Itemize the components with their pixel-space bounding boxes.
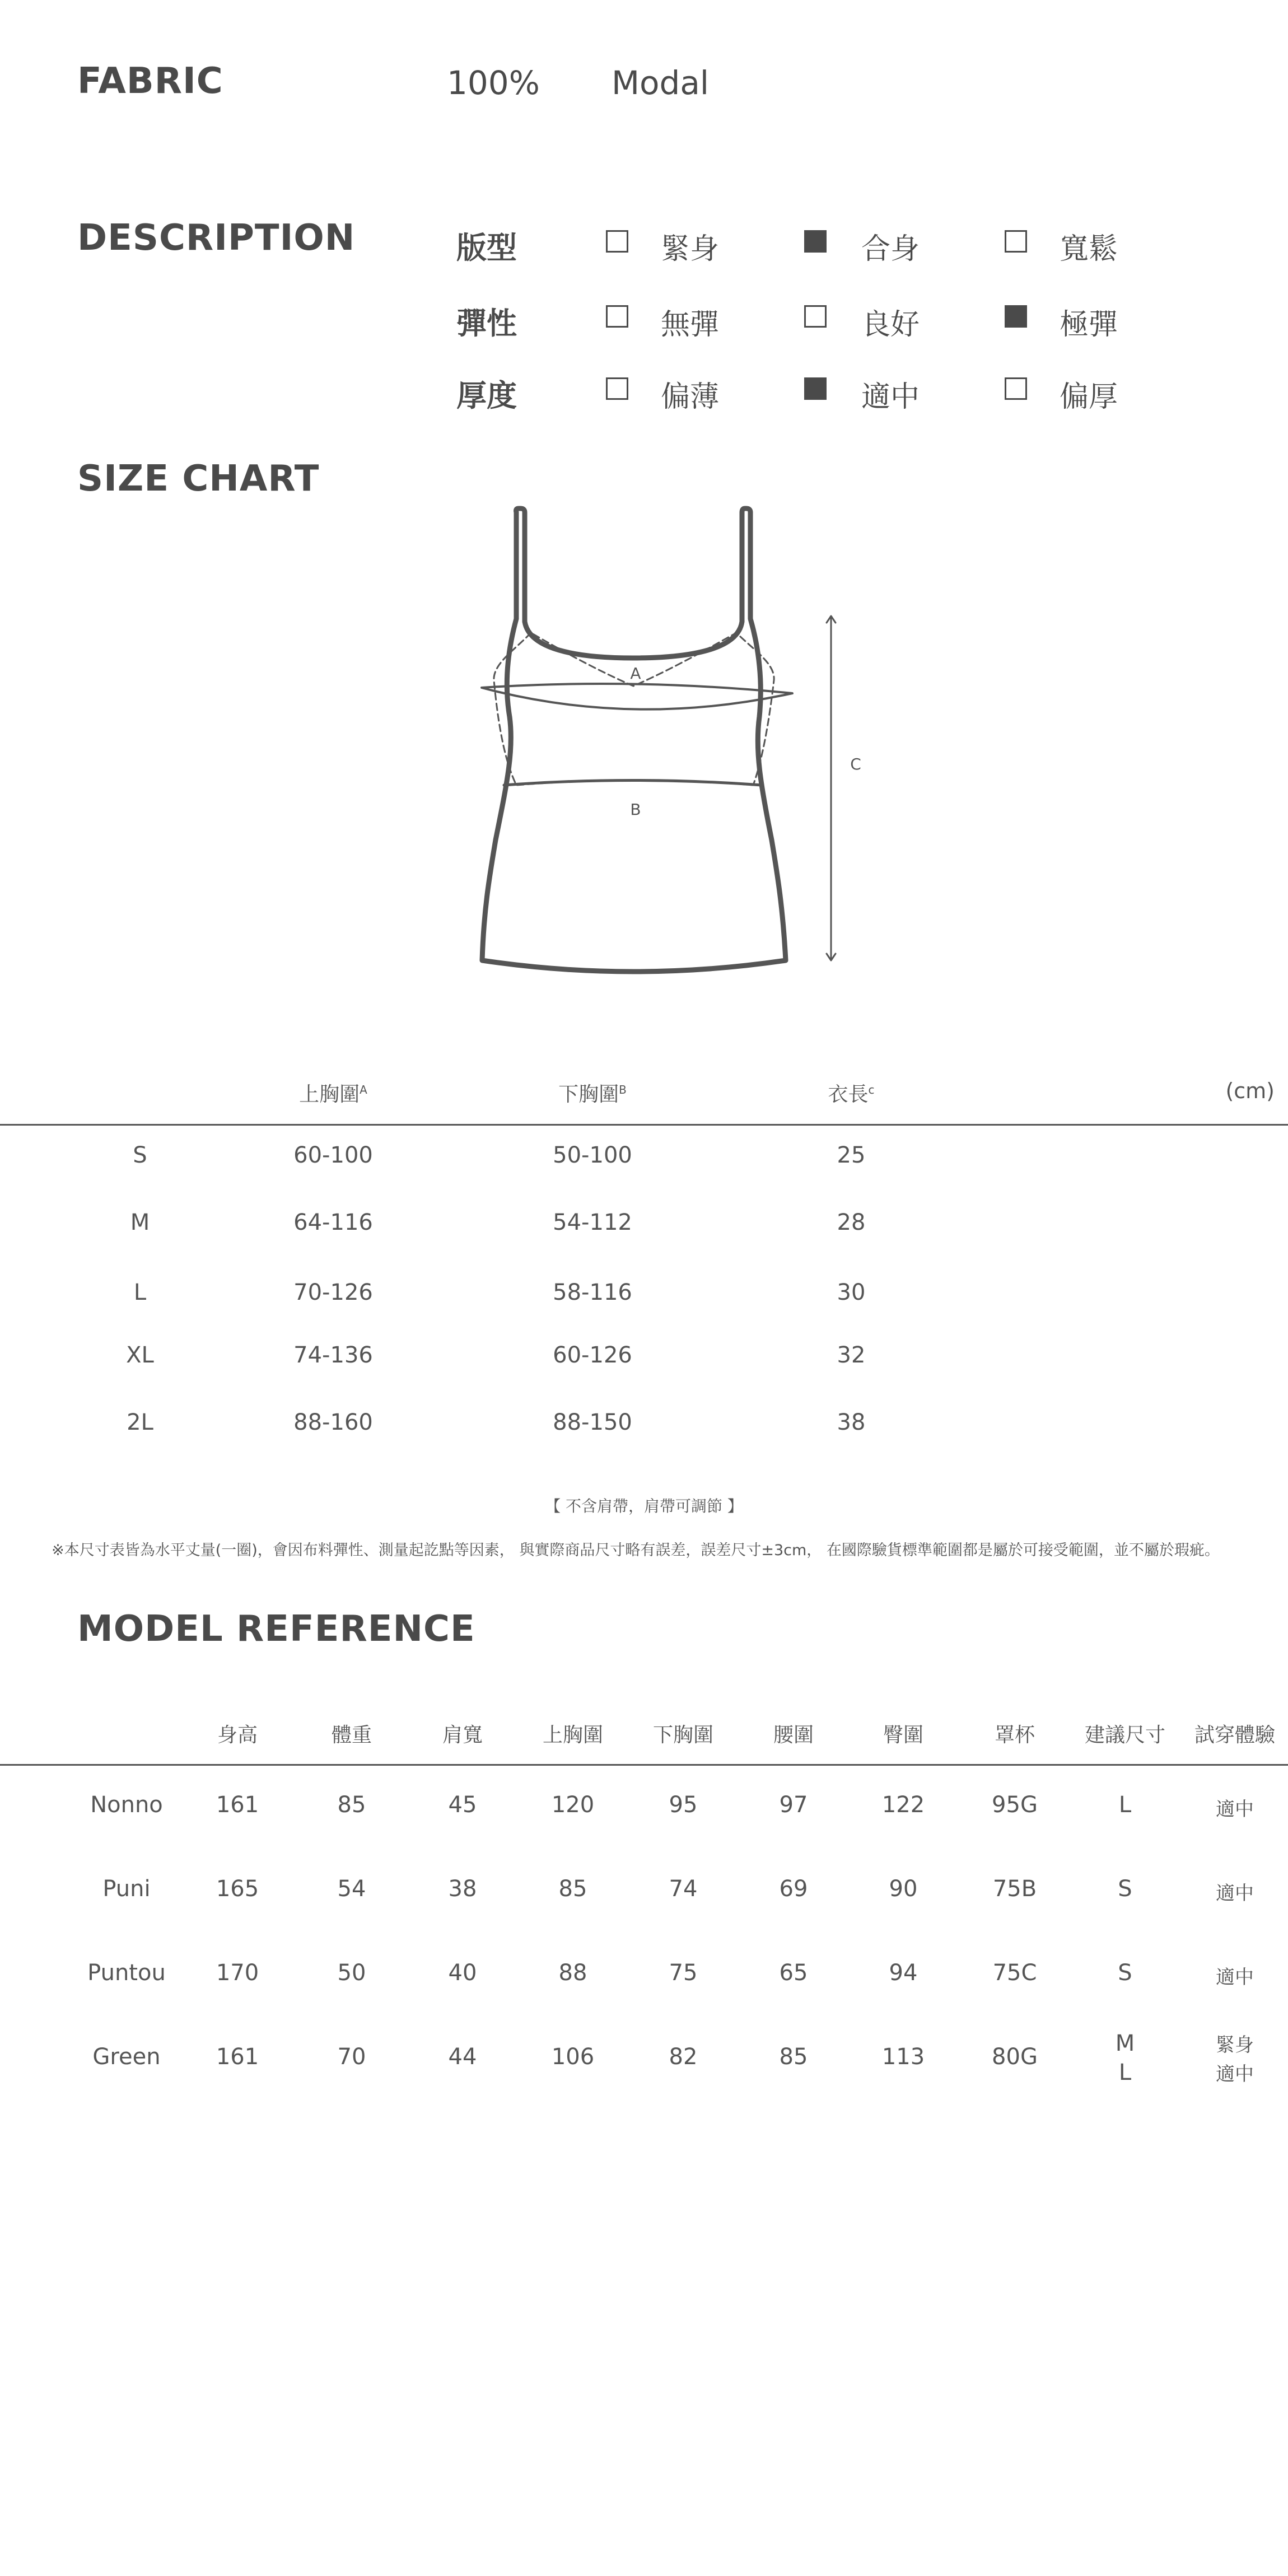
suggested-size-cell: S	[1118, 1960, 1132, 1986]
description-title: DESCRIPTION	[77, 217, 356, 259]
model-name: Puni	[102, 1876, 151, 1902]
suggested-size-cell: S	[1118, 1876, 1132, 1902]
size-cell: S	[133, 1142, 147, 1168]
diagram-label-a: A	[630, 664, 641, 683]
suggested-size-cell: L	[1118, 1792, 1132, 1818]
height-cell: 161	[216, 1792, 259, 1818]
shoulder-cell: 44	[448, 2044, 477, 2070]
underbust-cell: 58-116	[553, 1280, 632, 1305]
header-length: 衣長$^c$	[828, 1083, 875, 1106]
camisole-diagram	[0, 0, 1288, 1008]
header-hip: 臀圍	[883, 1724, 924, 1747]
shoulder-cell: 45	[448, 1792, 477, 1818]
bust-cell: 70-126	[293, 1280, 373, 1305]
length-cell: 30	[837, 1280, 866, 1305]
weight-cell: 50	[337, 1960, 366, 1986]
header-waist: 腰圍	[773, 1724, 814, 1747]
header-shoulder: 肩寬	[442, 1724, 483, 1747]
fabric-percent: 100%	[447, 64, 540, 102]
length-cell: 38	[837, 1410, 866, 1435]
header-bust: 上胸圍	[542, 1724, 604, 1747]
bust-cell: 85	[558, 1876, 587, 1902]
diagram-label-b: B	[630, 800, 641, 819]
fit-line: 緊身	[1216, 2034, 1254, 2056]
weight-cell: 85	[337, 1792, 366, 1818]
bust-cell: 120	[551, 1792, 595, 1818]
option-label: 無彈	[661, 308, 720, 342]
header-underbust: 下胸圍	[652, 1724, 714, 1747]
waist-cell: 85	[779, 2044, 808, 2070]
shoulder-cell: 38	[448, 1876, 477, 1902]
size-cell: L	[133, 1280, 147, 1305]
waist-cell: 97	[779, 1792, 808, 1818]
underbust-cell: 60-126	[553, 1342, 632, 1368]
bust-cell: 88-160	[293, 1410, 373, 1435]
strap-note: 【 不含肩帶，肩帶可調節 】	[545, 1497, 743, 1515]
hip-cell: 122	[881, 1792, 925, 1818]
size-chart-title: SIZE CHART	[77, 458, 320, 500]
disclaimer-note: ※本尺寸表皆為水平丈量(一圈)，會因布料彈性、測量起訖點等因素， 與實際商品尺寸略有誤差，誤差尺寸±3cm， 在國際驗貨標準範圍都是屬於可接受範圍，並不屬於瑕疵。	[52, 1542, 1220, 1559]
underbust-cell: 82	[669, 2044, 698, 2070]
height-cell: 161	[216, 2044, 259, 2070]
bust-cell: 64-116	[293, 1210, 373, 1235]
model-name: Green	[92, 2044, 161, 2070]
hip-cell: 94	[889, 1960, 918, 1986]
underbust-cell: 50-100	[553, 1142, 632, 1168]
suggested-size-cell	[1116, 2029, 1135, 2087]
bust-measure-line	[482, 684, 792, 710]
waist-cell: 69	[779, 1876, 808, 1902]
model-reference-title: MODEL REFERENCE	[77, 1608, 475, 1650]
header-cup: 罩杯	[994, 1724, 1035, 1747]
header-unit: (cm)	[1225, 1079, 1275, 1103]
table-divider	[0, 1764, 1288, 1766]
option-label: 偏薄	[661, 380, 720, 414]
shoulder-cell: 40	[448, 1960, 477, 1986]
description-row-label: 彈性	[456, 306, 517, 341]
option-label: 合身	[861, 232, 920, 266]
fit-cell	[1216, 2031, 1254, 2089]
fit-cell: 適中	[1216, 1882, 1254, 1905]
cup-cell: 75B	[992, 1876, 1037, 1902]
size-cell: M	[130, 1210, 150, 1235]
size-cell: 2L	[127, 1410, 153, 1435]
fit-line: 適中	[1216, 2063, 1254, 2085]
model-name: Puntou	[87, 1960, 166, 1986]
underbust-cell: 88-150	[553, 1410, 632, 1435]
header-height: 身高	[217, 1724, 258, 1747]
header-suggested-size: 建議尺寸	[1084, 1724, 1166, 1747]
header-underbust: 下胸圍$^B$	[558, 1083, 627, 1106]
length-cell: 32	[837, 1342, 866, 1368]
option-label: 極彈	[1060, 308, 1118, 342]
fabric-title: FABRIC	[77, 60, 223, 102]
underbust-cell: 74	[669, 1876, 698, 1902]
hip-cell: 90	[889, 1876, 918, 1902]
waist-cell: 65	[779, 1960, 808, 1986]
weight-cell: 54	[337, 1876, 366, 1902]
description-row-label: 厚度	[456, 378, 517, 413]
header-weight: 體重	[331, 1724, 372, 1747]
bust-cell: 106	[551, 2044, 595, 2070]
diagram-label-c: C	[850, 755, 861, 773]
weight-cell: 70	[337, 2044, 366, 2070]
height-cell: 165	[216, 1876, 259, 1902]
cup-cell: 75C	[992, 1960, 1037, 1986]
length-cell: 28	[837, 1210, 866, 1235]
cup-cell: 95G	[992, 1792, 1038, 1818]
table-divider	[0, 1124, 1288, 1126]
header-fit-experience: 試穿體驗	[1194, 1724, 1276, 1747]
length-cell: 25	[837, 1142, 866, 1168]
neckline	[525, 622, 742, 658]
suggested-size-line: M	[1115, 2031, 1135, 2056]
height-cell: 170	[216, 1960, 259, 1986]
header-bust: 上胸圍$^A$	[299, 1083, 367, 1106]
option-label: 良好	[861, 308, 920, 342]
bust-cell: 74-136	[293, 1342, 373, 1368]
suggested-size-line: L	[1118, 2060, 1132, 2085]
fit-cell: 適中	[1216, 1798, 1254, 1821]
option-label: 適中	[861, 380, 920, 414]
underbust-cell: 54-112	[553, 1210, 632, 1235]
fit-cell: 適中	[1216, 1966, 1254, 1989]
underbust-cell: 95	[669, 1792, 698, 1818]
option-label: 偏厚	[1060, 380, 1118, 414]
fabric-material: Modal	[612, 64, 709, 102]
bust-cell: 88	[558, 1960, 587, 1986]
description-row-label: 版型	[456, 230, 517, 265]
cup-cell: 80G	[992, 2044, 1038, 2070]
underbust-cell: 75	[669, 1960, 698, 1986]
size-cell: XL	[126, 1342, 154, 1368]
hip-cell: 113	[881, 2044, 925, 2070]
underbust-measure-line	[504, 781, 762, 786]
model-name: Nonno	[90, 1792, 163, 1818]
option-label: 寬鬆	[1060, 232, 1118, 266]
option-label: 緊身	[661, 232, 720, 266]
bust-cell: 60-100	[293, 1142, 373, 1168]
